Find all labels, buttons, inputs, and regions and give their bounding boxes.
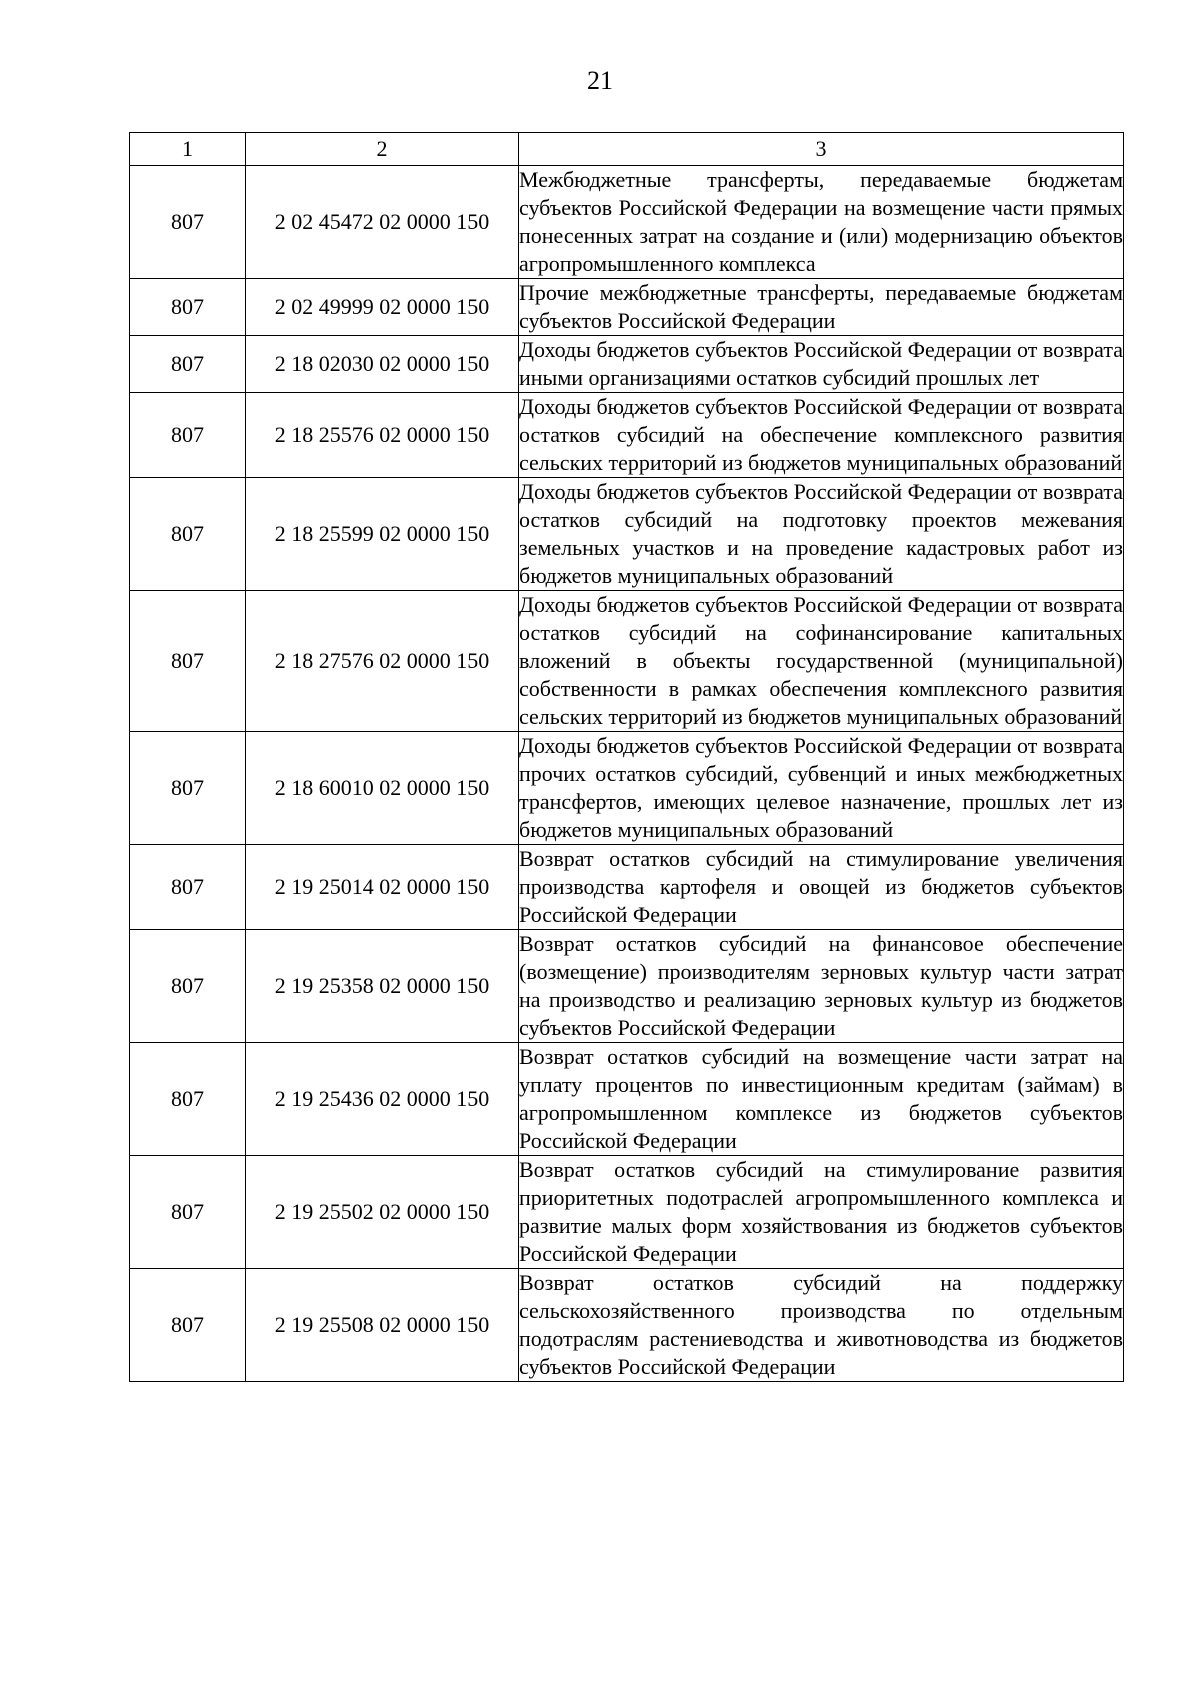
- description-cell: Возврат остатков субсидий на поддержку сельскохозяйственного производства по отдельным подотраслям растениеводства и животноводства из бюджетов субъектов Российской Федерации: [519, 1269, 1124, 1382]
- table-row: [130, 930, 1124, 1043]
- description-cell: Возврат остатков субсидий на финансовое обеспечение (возмещение) производителям зерновых культур части затрат на производство и реализацию зерновых культур из бюджетов субъектов Российской Федерации: [519, 930, 1124, 1043]
- page-number: 21: [587, 66, 613, 95]
- admin-code-cell: 807: [130, 591, 246, 732]
- description-cell: Возврат остатков субсидий на стимулирование увеличения производства картофеля и овощей из бюджетов субъектов Российской Федерации: [519, 845, 1124, 930]
- admin-code-cell: 807: [130, 930, 246, 1043]
- table-row: [130, 279, 1124, 336]
- description-cell: Доходы бюджетов субъектов Российской Федерации от возврата остатков субсидий на софинансирование капитальных вложений в объекты государственной (муниципальной) собственности в рамках обеспечения комплексного развития сельских территорий из бюджетов муниципальных образований: [519, 591, 1124, 732]
- revenue-code-cell: 2 18 02030 02 0000 150: [246, 336, 519, 393]
- admin-code-cell: 807: [130, 393, 246, 478]
- admin-code-cell: 807: [130, 845, 246, 930]
- table-row: [130, 1043, 1124, 1156]
- table-body: [130, 166, 1124, 1382]
- admin-code-cell: 807: [130, 279, 246, 336]
- column-header-2: 2: [246, 133, 519, 166]
- description-cell: Доходы бюджетов субъектов Российской Федерации от возврата иными организациями остатков субсидий прошлых лет: [519, 336, 1124, 393]
- revenue-code-cell: 2 02 45472 02 0000 150: [246, 166, 519, 279]
- admin-code-cell: 807: [130, 166, 246, 279]
- table-row: [130, 1269, 1124, 1382]
- table-row: [130, 591, 1124, 732]
- admin-code-cell: 807: [130, 732, 246, 845]
- description-cell: Доходы бюджетов субъектов Российской Федерации от возврата остатков субсидий на подготовку проектов межевания земельных участков и на проведение кадастровых работ из бюджетов муниципальных образований: [519, 478, 1124, 591]
- table-row: [130, 166, 1124, 279]
- admin-code-cell: 807: [130, 1156, 246, 1269]
- description-cell: Межбюджетные трансферты, передаваемые бюджетам субъектов Российской Федерации на возмещение части прямых понесенных затрат на создание и (или) модернизацию объектов агропромышленного комплекса: [519, 166, 1124, 279]
- table-row: [130, 478, 1124, 591]
- revenue-codes-table: [129, 132, 1124, 1382]
- table-header-row: [130, 133, 1124, 166]
- table-row: [130, 732, 1124, 845]
- revenue-code-cell: 2 19 25502 02 0000 150: [246, 1156, 519, 1269]
- column-header-1: 1: [130, 133, 246, 166]
- admin-code-cell: 807: [130, 336, 246, 393]
- table-row: [130, 336, 1124, 393]
- revenue-code-cell: 2 19 25358 02 0000 150: [246, 930, 519, 1043]
- revenue-code-cell: 2 19 25508 02 0000 150: [246, 1269, 519, 1382]
- description-cell: Прочие межбюджетные трансферты, передаваемые бюджетам субъектов Российской Федерации: [519, 279, 1124, 336]
- description-cell: Доходы бюджетов субъектов Российской Федерации от возврата остатков субсидий на обеспечение комплексного развития сельских территорий из бюджетов муниципальных образований: [519, 393, 1124, 478]
- description-cell: Возврат остатков субсидий на стимулирование развития приоритетных подотраслей агропромышленного комплекса и развитие малых форм хозяйствования из бюджетов субъектов Российской Федерации: [519, 1156, 1124, 1269]
- revenue-code-cell: 2 18 25599 02 0000 150: [246, 478, 519, 591]
- description-cell: Доходы бюджетов субъектов Российской Федерации от возврата прочих остатков субсидий, субвенций и иных межбюджетных трансфертов, имеющих целевое назначение, прошлых лет из бюджетов муниципальных образований: [519, 732, 1124, 845]
- revenue-code-cell: 2 02 49999 02 0000 150: [246, 279, 519, 336]
- revenue-code-cell: 2 18 25576 02 0000 150: [246, 393, 519, 478]
- revenue-code-cell: 2 19 25436 02 0000 150: [246, 1043, 519, 1156]
- admin-code-cell: 807: [130, 1043, 246, 1156]
- column-header-3: 3: [519, 133, 1124, 166]
- revenue-code-cell: 2 18 60010 02 0000 150: [246, 732, 519, 845]
- table-row: [130, 393, 1124, 478]
- revenue-code-cell: 2 19 25014 02 0000 150: [246, 845, 519, 930]
- revenue-code-cell: 2 18 27576 02 0000 150: [246, 591, 519, 732]
- admin-code-cell: 807: [130, 478, 246, 591]
- table-row: [130, 845, 1124, 930]
- admin-code-cell: 807: [130, 1269, 246, 1382]
- table-row: [130, 1156, 1124, 1269]
- description-cell: Возврат остатков субсидий на возмещение части затрат на уплату процентов по инвестиционным кредитам (займам) в агропромышленном комплексе из бюджетов субъектов Российской Федерации: [519, 1043, 1124, 1156]
